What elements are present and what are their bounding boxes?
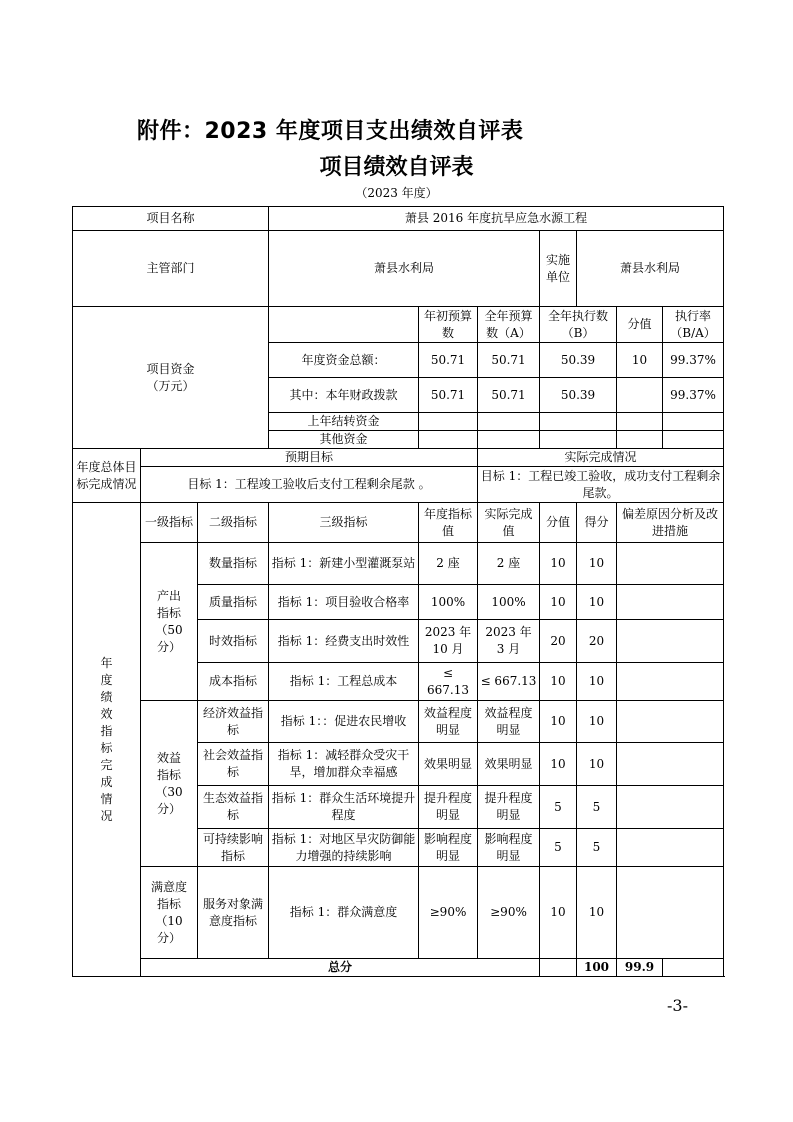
attachment-title: 附件：2023 年度项目支出绩效自评表 <box>137 119 524 144</box>
deviation-cell <box>617 867 724 959</box>
level2-cell: 质量指标 <box>198 585 269 620</box>
level2-cell: 社会效益指标 <box>198 743 269 786</box>
impl-unit-value: 萧县水利局 <box>577 231 724 307</box>
score-value-cell: 10 <box>540 743 577 786</box>
actual-cell: ≤ 667.13 <box>478 663 540 701</box>
score-cell: 5 <box>577 829 617 867</box>
deviation-cell <box>617 829 724 867</box>
score-cell: 10 <box>577 663 617 701</box>
deviation-cell <box>617 620 724 663</box>
col-level3: 三级指标 <box>269 503 419 543</box>
funds-label <box>73 307 269 449</box>
level3-cell: 指标 1：群众生活环境提升程度 <box>269 786 419 829</box>
col-score-value: 分值 <box>617 307 663 343</box>
funds-score-value <box>617 413 663 431</box>
funds-initial: 50.71 <box>419 378 478 413</box>
indicator-row <box>73 543 724 585</box>
expected-goal-header: 预期目标 <box>141 449 478 467</box>
level3-cell: 指标 1：减轻群众受灾干旱，增加群众幸福感 <box>269 743 419 786</box>
funds-score-value: 10 <box>617 343 663 378</box>
output-group-text: 产出指标（50分） <box>155 588 183 654</box>
actual-result-header: 实际完成情况 <box>478 449 724 467</box>
output-group-label <box>141 543 198 701</box>
score-cell: 10 <box>577 543 617 585</box>
funds-executed <box>540 413 617 431</box>
level2-cell: 生态效益指标 <box>198 786 269 829</box>
level3-cell: 指标 1：：促进农民增收 <box>269 701 419 743</box>
actual-cell: 效果明显 <box>478 743 540 786</box>
score-value-cell: 10 <box>540 585 577 620</box>
target-cell: 提升程度明显 <box>419 786 478 829</box>
benefit-group-label <box>141 701 198 867</box>
level3-cell: 指标 1：工程总成本 <box>269 663 419 701</box>
funds-score-value <box>617 431 663 449</box>
level3-cell: 指标 1：经费支出时效性 <box>269 620 419 663</box>
target-cell: ≤ 667.13 <box>419 663 478 701</box>
col-deviation: 偏差原因分析及改进措施 <box>617 503 724 543</box>
total-score: 99.9 <box>617 959 663 977</box>
self-evaluation-table <box>72 206 724 977</box>
score-cell: 5 <box>577 786 617 829</box>
col-actual: 实际完成值 <box>478 503 540 543</box>
target-cell: 影响程度明显 <box>419 829 478 867</box>
score-cell: 20 <box>577 620 617 663</box>
indicator-row <box>73 867 724 959</box>
department-row <box>73 231 724 307</box>
goals-header-row <box>73 449 724 467</box>
funds-rate: 99.37% <box>663 343 724 378</box>
funds-score-value <box>617 378 663 413</box>
funds-label-line1: 项目资金 <box>146 361 195 376</box>
actual-cell: 100% <box>478 585 540 620</box>
funds-header-row <box>73 307 724 343</box>
score-value-cell: 10 <box>540 663 577 701</box>
impl-unit-label: 实施单位 <box>540 231 577 307</box>
level2-cell: 服务对象满意度指标 <box>198 867 269 959</box>
indicator-row <box>73 701 724 743</box>
goals-label: 年度总体目标完成情况 <box>73 449 141 503</box>
funds-row-label: 年度资金总额： <box>269 343 419 378</box>
deviation-cell <box>617 786 724 829</box>
funds-row-label: 其他资金 <box>269 431 419 449</box>
funds-executed: 50.39 <box>540 378 617 413</box>
funds-label-line2: （万元） <box>146 378 195 393</box>
score-cell: 10 <box>577 701 617 743</box>
score-cell: 10 <box>577 585 617 620</box>
col-full-year-budget: 全年预算数（A） <box>478 307 540 343</box>
project-name-row <box>73 207 724 231</box>
actual-cell: 2 座 <box>478 543 540 585</box>
level3-cell: 指标 1：项目验收合格率 <box>269 585 419 620</box>
funds-executed: 50.39 <box>540 343 617 378</box>
actual-cell: ≥90% <box>478 867 540 959</box>
total-label: 总分 <box>141 959 540 977</box>
score-value-cell: 20 <box>540 620 577 663</box>
total-blank <box>540 959 577 977</box>
deviation-cell <box>617 663 724 701</box>
score-value-cell: 10 <box>540 701 577 743</box>
col-initial-budget: 年初预算数 <box>419 307 478 343</box>
satisfaction-group-text: 满意度指标（10分） <box>150 879 187 945</box>
target-cell: 2023 年 10 月 <box>419 620 478 663</box>
col-executed: 全年执行数（B） <box>540 307 617 343</box>
col-level1: 一级指标 <box>141 503 198 543</box>
col-target: 年度指标值 <box>419 503 478 543</box>
deviation-cell <box>617 543 724 585</box>
score-cell: 10 <box>577 867 617 959</box>
funds-row-label: 其中：本年财政拨款 <box>269 378 419 413</box>
level3-cell: 指标 1：新建小型灌溉泵站 <box>269 543 419 585</box>
indicator-header-row <box>73 503 724 543</box>
indicator-section-text: 年度绩效指标完成情况 <box>100 655 113 823</box>
funds-initial <box>419 413 478 431</box>
deviation-cell <box>617 743 724 786</box>
year-subtitle: （2023 年度） <box>355 186 438 200</box>
funds-row-label: 上年结转资金 <box>269 413 419 431</box>
level2-cell: 成本指标 <box>198 663 269 701</box>
target-cell: 效果明显 <box>419 743 478 786</box>
funds-executed <box>540 431 617 449</box>
actual-result-text: 目标 1：工程已竣工验收，成功支付工程剩余尾款。 <box>478 467 724 503</box>
score-value-cell: 10 <box>540 543 577 585</box>
actual-cell: 影响程度明显 <box>478 829 540 867</box>
score-value-cell: 10 <box>540 867 577 959</box>
target-cell: ≥90% <box>419 867 478 959</box>
funds-initial: 50.71 <box>419 343 478 378</box>
indicator-section-label <box>73 503 141 977</box>
funds-rate <box>663 431 724 449</box>
total-score-value: 100 <box>577 959 617 977</box>
goals-content-row <box>73 467 724 503</box>
level3-cell: 指标 1：对地区旱灾防御能力增强的持续影响 <box>269 829 419 867</box>
deviation-cell <box>617 585 724 620</box>
funds-rate: 99.37% <box>663 378 724 413</box>
project-name-value: 萧县 2016 年度抗旱应急水源工程 <box>269 207 724 231</box>
benefit-group-text: 效益指标（30分） <box>155 750 183 816</box>
actual-cell: 2023 年 3 月 <box>478 620 540 663</box>
total-deviation-blank <box>663 959 724 977</box>
funds-full <box>478 413 540 431</box>
target-cell: 100% <box>419 585 478 620</box>
funds-full <box>478 431 540 449</box>
total-row <box>73 959 724 977</box>
target-cell: 2 座 <box>419 543 478 585</box>
satisfaction-group-label <box>141 867 198 959</box>
level2-cell: 可持续影响指标 <box>198 829 269 867</box>
funds-header-blank <box>269 307 419 343</box>
page-title: 项目绩效自评表 <box>319 155 474 180</box>
score-value-cell: 5 <box>540 829 577 867</box>
project-name-label: 项目名称 <box>73 207 269 231</box>
dept-label: 主管部门 <box>73 231 269 307</box>
funds-rate <box>663 413 724 431</box>
col-ind-score: 得分 <box>577 503 617 543</box>
col-level2: 二级指标 <box>198 503 269 543</box>
level2-cell: 时效指标 <box>198 620 269 663</box>
col-ind-score-value: 分值 <box>540 503 577 543</box>
dept-value: 萧县水利局 <box>269 231 540 307</box>
level2-cell: 数量指标 <box>198 543 269 585</box>
col-execution-rate: 执行率（B/A） <box>663 307 724 343</box>
deviation-cell <box>617 701 724 743</box>
funds-full: 50.71 <box>478 378 540 413</box>
expected-goal-text: 目标 1：工程竣工验收后支付工程剩余尾款 。 <box>141 467 478 503</box>
score-value-cell: 5 <box>540 786 577 829</box>
actual-cell: 提升程度明显 <box>478 786 540 829</box>
funds-full: 50.71 <box>478 343 540 378</box>
actual-cell: 效益程度明显 <box>478 701 540 743</box>
level2-cell: 经济效益指标 <box>198 701 269 743</box>
page-number: -3- <box>667 996 688 1015</box>
funds-initial <box>419 431 478 449</box>
target-cell: 效益程度明显 <box>419 701 478 743</box>
score-cell: 10 <box>577 743 617 786</box>
level3-cell: 指标 1：群众满意度 <box>269 867 419 959</box>
